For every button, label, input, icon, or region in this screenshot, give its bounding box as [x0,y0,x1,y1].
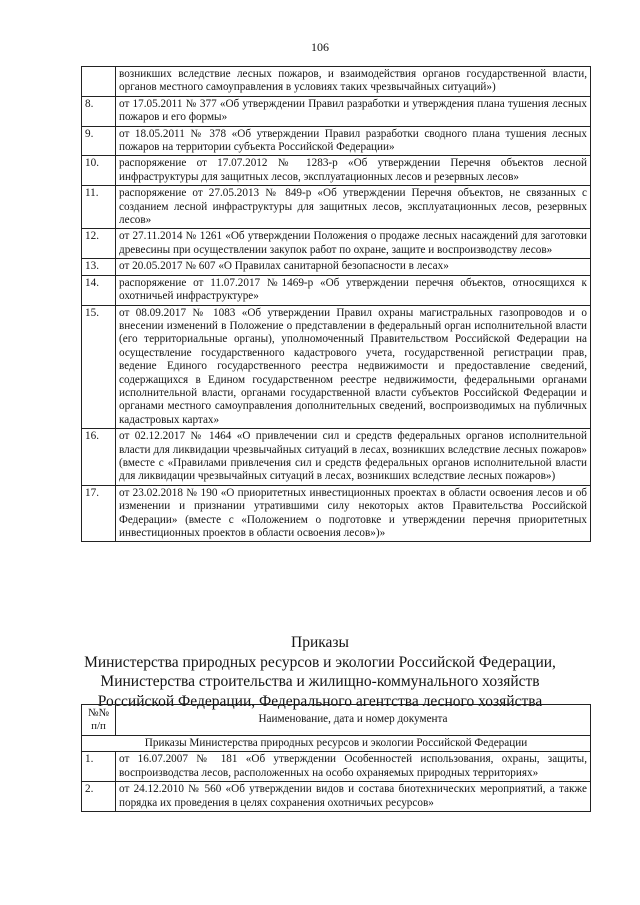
document-title: распоряжение от 27.05.2013 № 849-р «Об утверждении Перечня объектов, не связанных с созданием лесной инфраструктуры для защитных лесов, эксплуатационных лесов, резервных лесов» [116,186,591,229]
row-number: 9. [82,126,116,156]
row-number: 10. [82,156,116,186]
table-row [82,156,591,186]
document-title: распоряжение от 17.07.2012 № 1283-р «Об утверждении Перечня объектов лесной инфраструктуры для защитных лесов, эксплуатационных лесов и резервных лесов» [116,156,591,186]
row-number: 15. [82,305,116,429]
section-heading-title: Приказы [291,634,349,651]
document-title: от 18.05.2011 № 378 «Об утверждении Правил разработки сводного плана тушения лесных пожаров на территории субъекта Российской Федерации» [116,126,591,156]
table-row [82,126,591,156]
document-title: от 16.07.2007 № 181 «Об утверждении Особенностей использования, охраны, защиты, воспроизводства лесов, расположенных на особо охраняемых природных территориях» [116,752,591,782]
section-heading-line: Российской Федерации, Федерального агентства лесного хозяйства [97,692,543,710]
group-row [82,736,591,752]
document-title: распоряжение от 11.07.2017 №1469-р «Об утверждении перечня объектов, относящихся к охотничьей инфраструктуре» [116,275,591,305]
document-title: от 23.02.2018 № 190 «О приоритетных инвестиционных проектах в области освоения лесов и об изменении и признании утратившими силу некоторых актов Правительства Российской Федерации» (вместе с «Положением о подготовке и утверждении перечня приоритетных инвестиционных проектов в области освоения лесов»)» [116,485,591,542]
table-header-row [82,705,591,736]
document-title: от 27.11.2014 № 1261 «Об утверждении Положения о продаже лесных насаждений для заготовки древесины при осуществлении закупок работ по охране, защите и воспроизводству лесов» [116,229,591,259]
row-number [82,67,116,97]
row-number: 13. [82,259,116,275]
row-number: 8. [82,96,116,126]
section-heading-line: Министерства строительства и жилищно-коммунального хозяйств [100,673,540,690]
government-acts-table [81,66,591,542]
column-header-number: №№ п/п [82,705,116,736]
section-heading [0,633,640,711]
group-title: Приказы Министерства природных ресурсов и экологии Российской Федерации [82,736,591,752]
table-row [82,229,591,259]
document-title: от 17.05.2011 № 377 «Об утверждении Правил разработки и утверждения плана тушения лесных пожаров и его формы» [116,96,591,126]
document-title: возникших вследствие лесных пожаров, и взаимодействия органов государственной власти, органов местного самоуправления в условиях таких чрезвычайных ситуаций») [116,67,591,97]
row-number: 12. [82,229,116,259]
ministry-orders-table [81,704,591,812]
table-row [82,485,591,542]
row-number: 16. [82,429,116,486]
table-row [82,305,591,429]
table-row [82,96,591,126]
document-title: от 02.12.2017 № 1464 «О привлечении сил и средств федеральных органов исполнительной власти для ликвидации чрезвычайных ситуаций в лесах, возникших вследствие лесных пожаров» (вместе с «Правилами привлечения сил и средств федеральных органов исполнительной власти для ликвидации чрезвычайных ситуаций в лесах, возникших вследствие лесных пожаров») [116,429,591,486]
document-title: от 08.09.2017 № 1083 «Об утверждении Правил охраны магистральных газопроводов и о внесении изменений в Положение о представлении в федеральный орган исполнительной власти (его территориальные органы), уполномоченный Правительством Российской Федерации на осуществление государственного кадастрового учета, государственной регистрации прав, ведение Единого государственного реестра недвижимости и предоставление сведений, содержащихся в Едином государственном реестре недвижимости, федеральными органами исполнительной власти, органами государственной власти субъектов Российской Федерации и органами местного самоуправления дополнительных сведений, воспроизводимых на публичных кадастровых картах» [116,305,591,429]
document-title: от 20.05.2017 № 607 «О Правилах санитарной безопасности в лесах» [116,259,591,275]
table-row [82,67,591,97]
section-heading-line: Министерства природных ресурсов и экологии Российской Федерации, [84,653,556,671]
page-number: 106 [311,40,329,54]
table-row [82,186,591,229]
table-row [82,782,591,812]
document-title: от 24.12.2010 № 560 «Об утверждении видов и состава биотехнических мероприятий, а также порядка их проведения в целях сохранения охотничьих ресурсов» [116,782,591,812]
table-row [82,429,591,486]
row-number: 1. [82,752,116,782]
table-row [82,275,591,305]
column-header-name: Наименование, дата и номер документа [116,705,591,736]
table-row [82,259,591,275]
row-number: 14. [82,275,116,305]
row-number: 11. [82,186,116,229]
row-number: 17. [82,485,116,542]
row-number: 2. [82,782,116,812]
table-row [82,752,591,782]
